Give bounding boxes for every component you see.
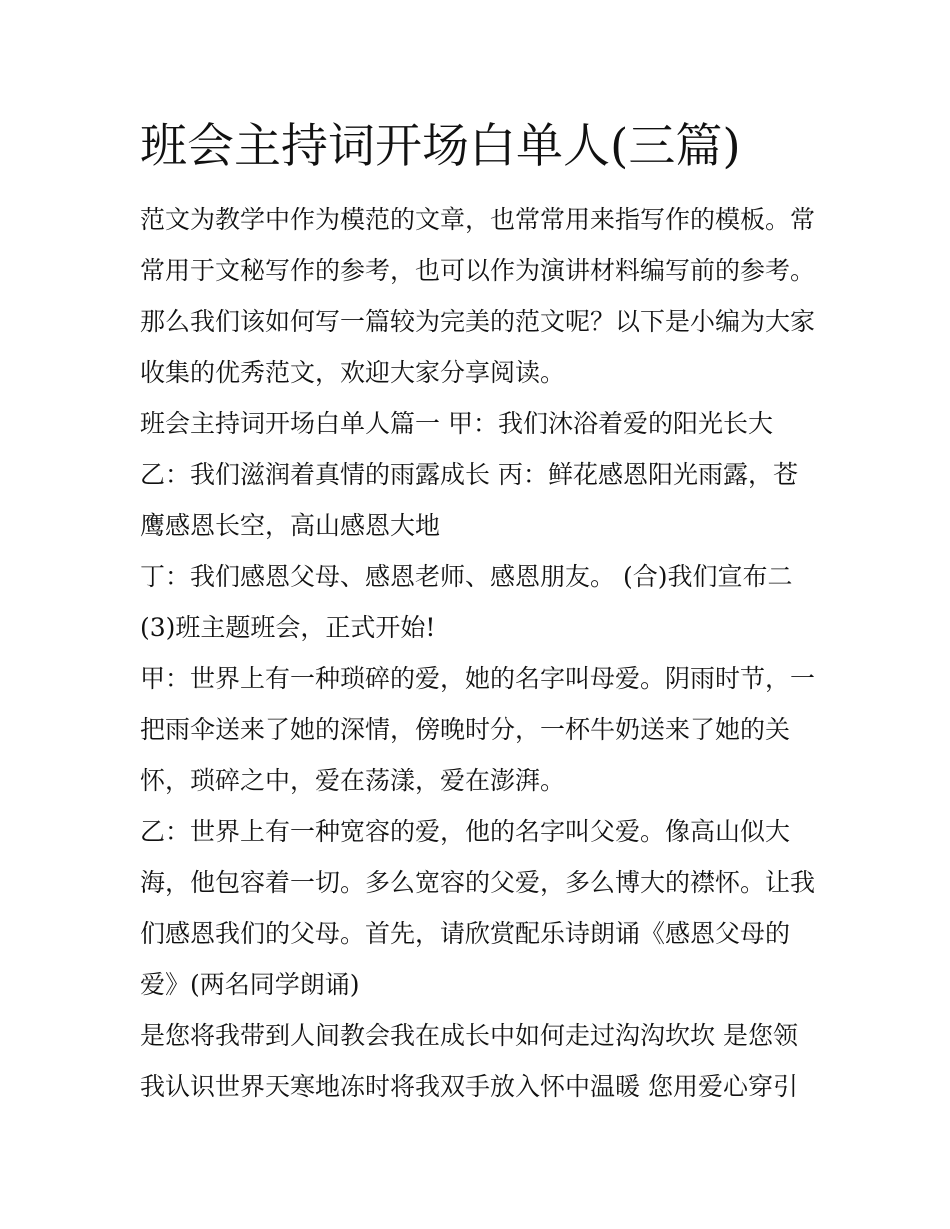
document-body	[140, 194, 820, 1112]
body-line: 常用于文秘写作的参考，也可以作为演讲材料编写前的参考。	[140, 256, 816, 285]
body-line: 丁：我们感恩父母、感恩老师、感恩朋友。 (合)我们宣布二	[140, 562, 793, 591]
body-line: 收集的优秀范文，欢迎大家分享阅读。	[140, 358, 566, 387]
body-line: 范文为教学中作为模范的文章，也常常用来指写作的模板。常	[140, 205, 816, 234]
body-line: 们感恩我们的父母。首先，请欣赏配乐诗朗诵《感恩父母的	[140, 919, 791, 948]
body-line: 我认识世界天寒地冻时将我双手放入怀中温暖 您用爱心穿引	[140, 1072, 798, 1101]
body-line: 海，他包容着一切。多么宽容的父爱，多么博大的襟怀。让我	[140, 868, 816, 897]
document-page	[140, 112, 820, 1112]
body-line: (3)班主题班会，正式开始!	[140, 613, 436, 642]
body-line: 班会主持词开场白单人篇一 甲：我们沐浴着爱的阳光长大	[140, 409, 773, 438]
body-line: 鹰感恩长空，高山感恩大地	[140, 511, 441, 540]
body-line: 爱》(两名同学朗诵)	[140, 970, 360, 999]
body-line: 那么我们该如何写一篇较为完美的范文呢？以下是小编为大家	[140, 307, 816, 336]
body-line: 乙：我们滋润着真情的雨露成长 丙：鲜花感恩阳光雨露，苍	[140, 460, 798, 489]
document-title: 班会主持词开场白单人(三篇)	[140, 119, 741, 174]
body-line: 是您将我带到人间教会我在成长中如何走过沟沟坎坎 是您领	[140, 1021, 798, 1050]
body-line: 怀，琐碎之中，爱在荡漾，爱在澎湃。	[140, 766, 566, 795]
body-line: 乙：世界上有一种宽容的爱，他的名字叫父爱。像高山似大	[140, 817, 791, 846]
body-line: 甲：世界上有一种琐碎的爱，她的名字叫母爱。阴雨时节，一	[140, 664, 816, 693]
body-line: 把雨伞送来了她的深情，傍晚时分，一杯牛奶送来了她的关	[140, 715, 791, 744]
